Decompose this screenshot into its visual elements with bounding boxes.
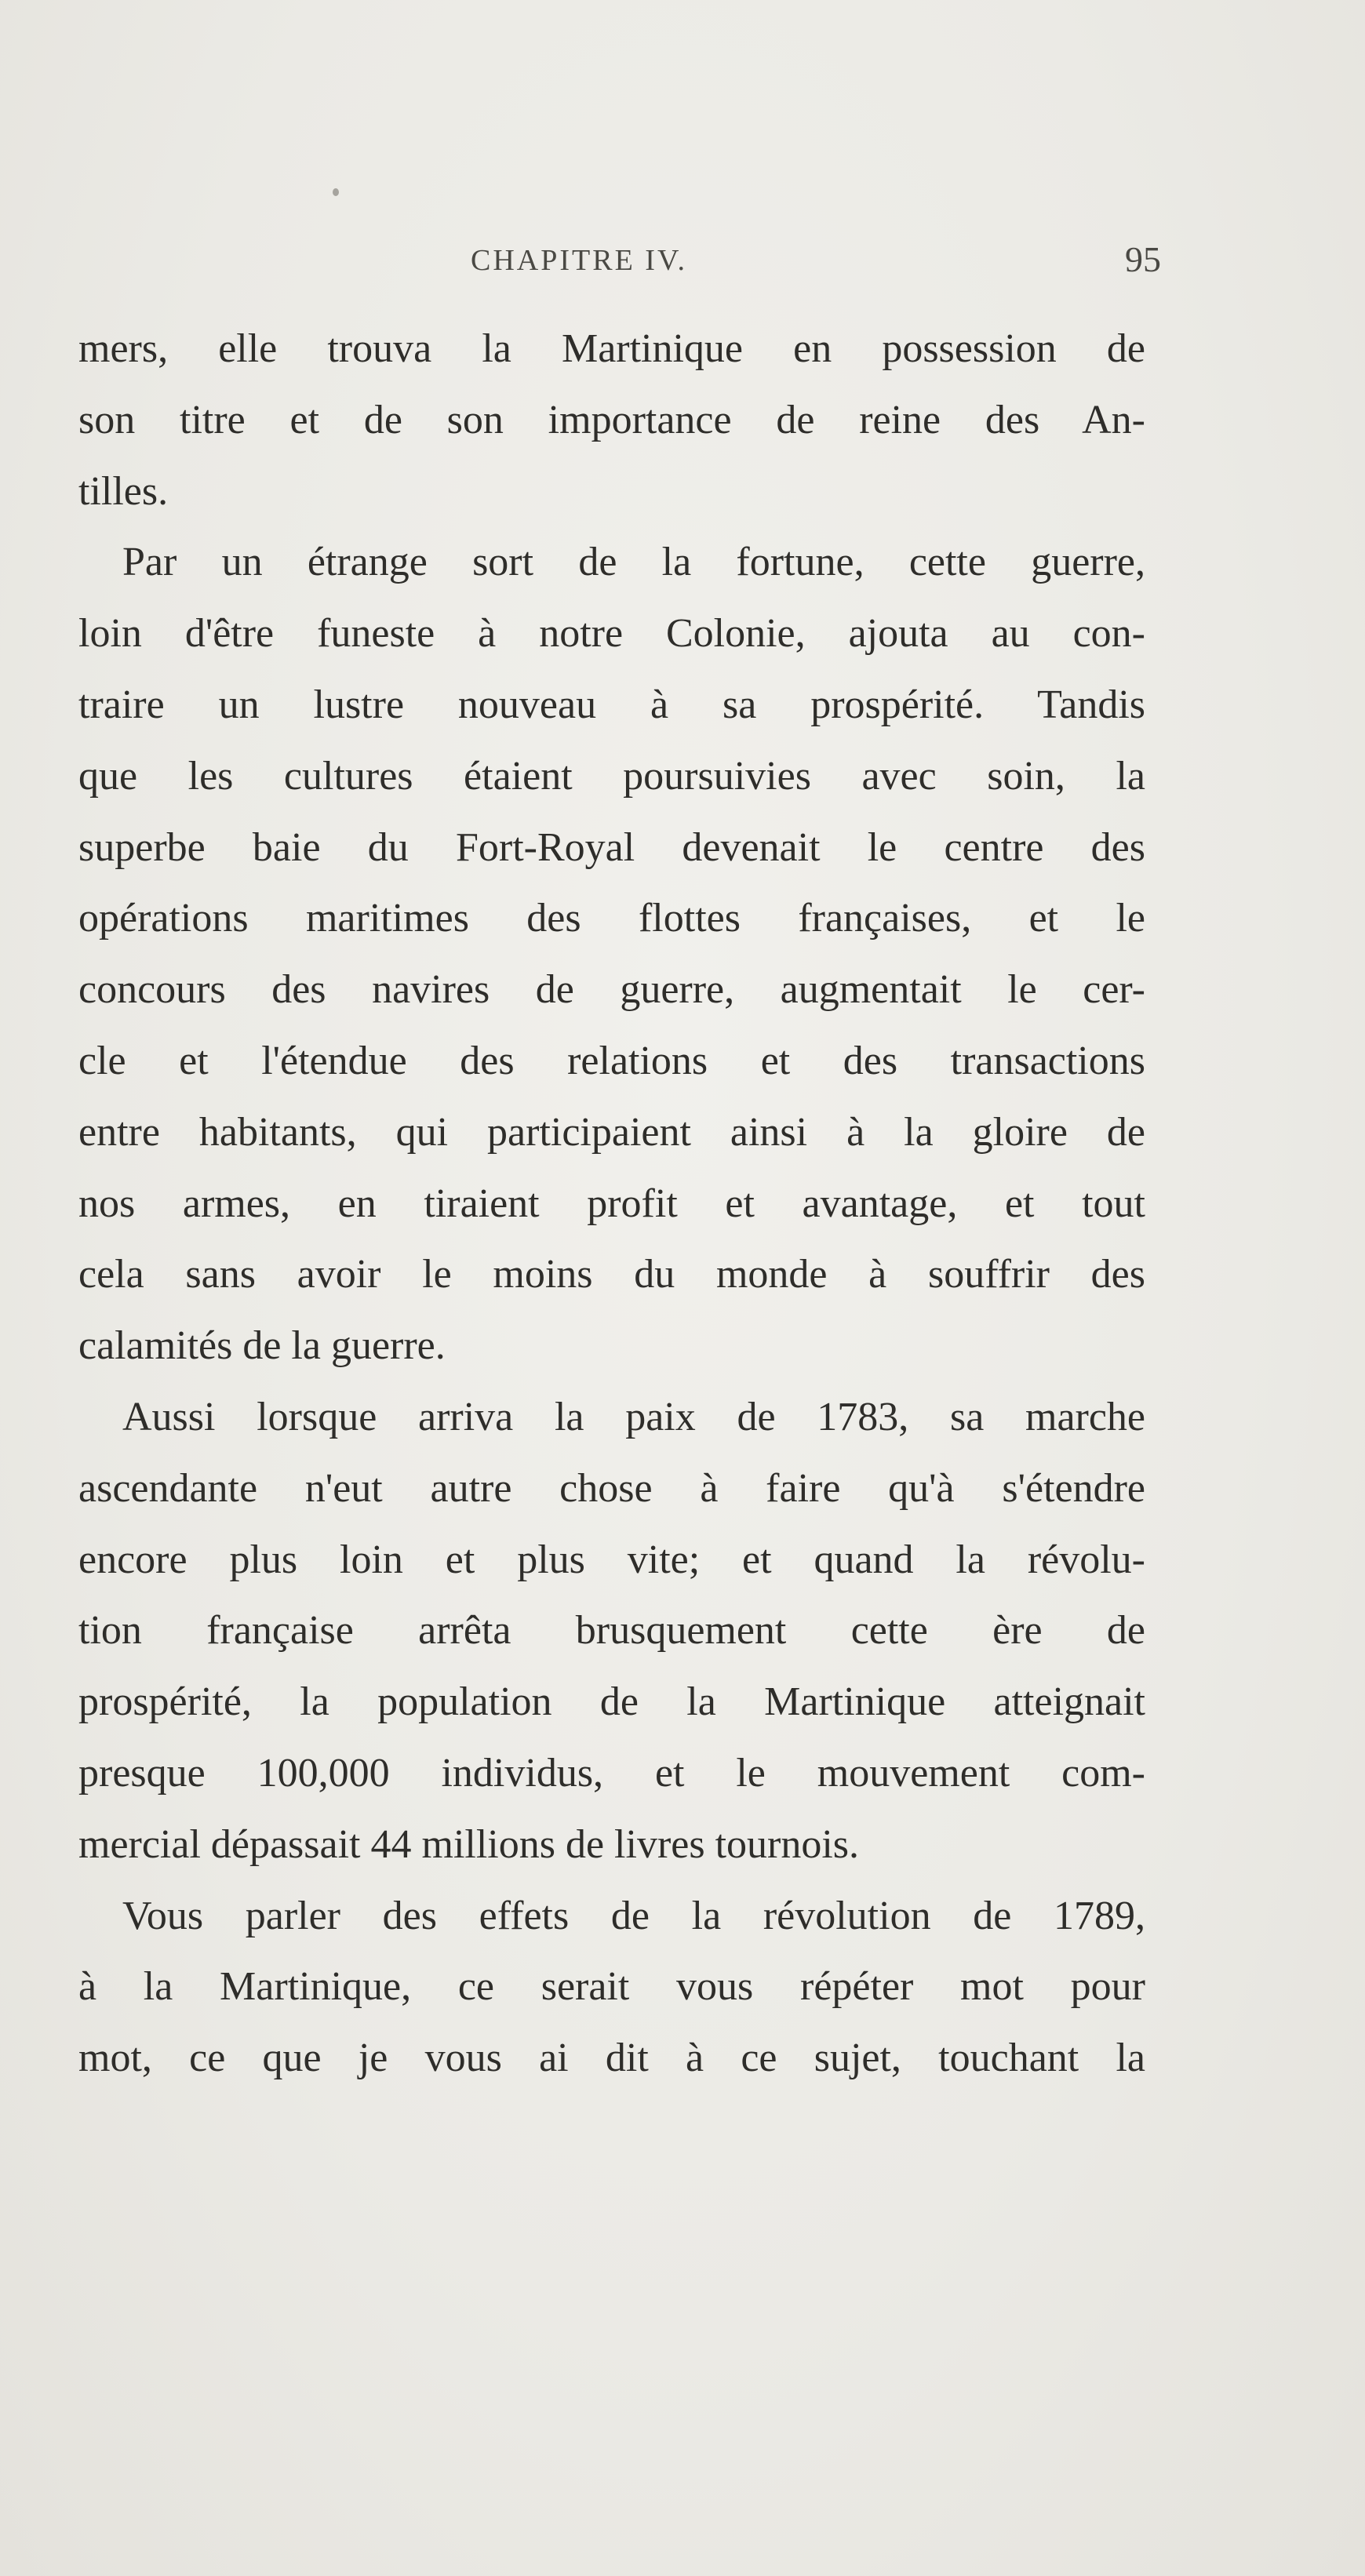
text-line: nos armes, en tiraient profit et avantage, et tout <box>78 1181 1145 1226</box>
text-line: ascendante n'eut autre chose à faire qu'à s'étendre <box>78 1465 1145 1511</box>
text-line: superbe baie du Fort-Royal devenait le centre des <box>78 824 1145 870</box>
text-line: mers, elle trouva la Martinique en possession de <box>78 326 1145 371</box>
text-line: Par un étrange sort de la fortune, cette guerre, <box>122 540 1145 585</box>
text-line: Vous parler des effets de la révolution de 1789, <box>122 1893 1145 1938</box>
text-line: opérations maritimes des flottes françaises, et le <box>78 896 1145 941</box>
text-line: mercial dépassait 44 millions de livres tournois. <box>78 1821 860 1867</box>
text-line: traire un lustre nouveau à sa prospérité. Tandis <box>78 682 1145 727</box>
text-line: cle et l'étendue des relations et des transactions <box>78 1038 1145 1083</box>
text-line: mot, ce que je vous ai dit à ce sujet, touchant la <box>78 2036 1145 2081</box>
text-line: cela sans avoir le moins du monde à souffrir des <box>78 1252 1145 1297</box>
text-line: prospérité, la population de la Martinique atteignait <box>78 1679 1145 1725</box>
text-line: encore plus loin et plus vite; et quand la révolu- <box>78 1537 1145 1582</box>
text-line: tilles. <box>78 468 169 514</box>
chapter-title: CHAPITRE IV. <box>471 244 687 277</box>
body-text <box>78 314 1145 2094</box>
text-line: entre habitants, qui participaient ainsi à la gloire de <box>78 1109 1145 1155</box>
text-line: concours des navires de guerre, augmentait le cer- <box>78 967 1145 1013</box>
text-line: presque 100,000 individus, et le mouvement com- <box>78 1750 1145 1796</box>
text-line: à la Martinique, ce serait vous répéter mot pour <box>78 1964 1145 2010</box>
text-line: tion française arrêta brusquement cette ère de <box>78 1608 1145 1654</box>
running-header <box>78 235 1161 282</box>
text-line: son titre et de son importance de reine des An- <box>78 397 1145 442</box>
text-line: Aussi lorsque arriva la paix de 1783, sa marche <box>122 1394 1145 1439</box>
text-line: loin d'être funeste à notre Colonie, ajouta au con- <box>78 611 1145 657</box>
page-number: 95 <box>1125 239 1161 279</box>
ink-speck <box>333 188 339 196</box>
text-line: que les cultures étaient poursuivies avec soin, la <box>78 753 1145 799</box>
text-line: calamités de la guerre. <box>78 1323 446 1369</box>
